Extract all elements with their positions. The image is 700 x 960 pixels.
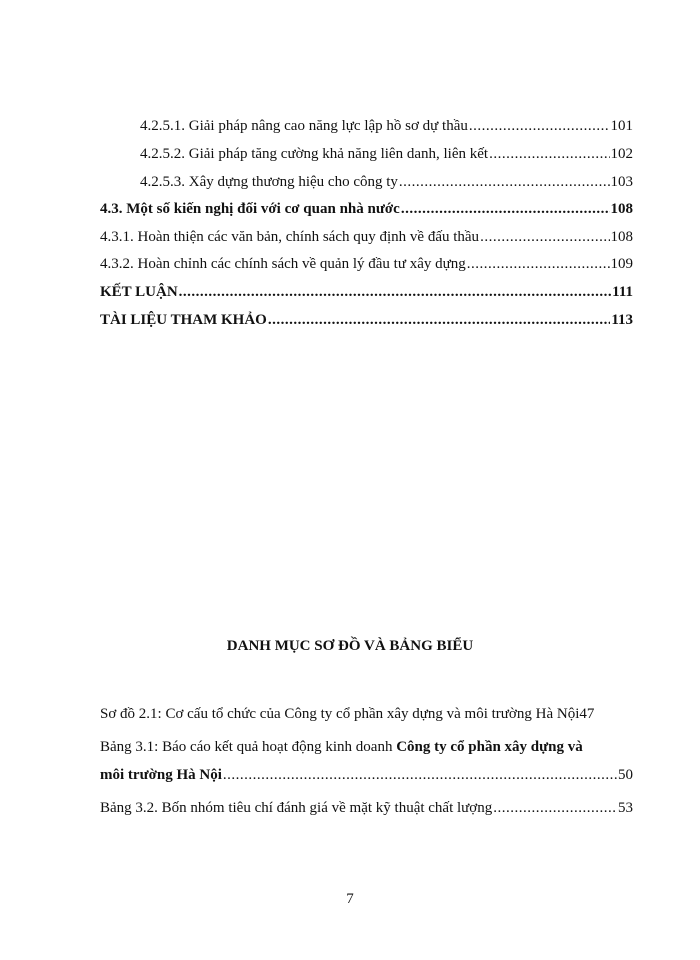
dot-leader [268, 310, 610, 330]
toc-page-number: 103 [610, 174, 633, 190]
dot-leader [467, 254, 610, 274]
toc-page-number: 108 [610, 201, 633, 217]
toc-entry-label: 4.2.5.1. Giải pháp nâng cao năng lực lập hồ sơ dự thầu [140, 118, 468, 134]
toc-page-number: 113 [611, 312, 633, 328]
toc-page-number: 102 [610, 146, 633, 162]
toc-entry-4-3-1[interactable] [100, 227, 633, 247]
dot-leader [489, 144, 609, 164]
toc-entry-label: TÀI LIỆU THAM KHẢO [100, 312, 267, 328]
dot-leader [179, 282, 611, 302]
dot-leader [480, 227, 609, 247]
table-entry-prefix: Bảng 3.1: Báo cáo kết quả hoạt động kinh doanh [100, 739, 397, 755]
toc-entry-label: 4.3.1. Hoàn thiện các văn bản, chính sách quy định về đấu thầu [100, 229, 480, 245]
toc-entry-label: 4.3. Một số kiến nghị đối với cơ quan nhà nước [100, 201, 400, 217]
table-entry-bang-3-1-line-2[interactable] [100, 765, 633, 785]
toc-entry-4-2-5-1[interactable] [140, 116, 633, 136]
toc-entry-label: 4.3.2. Hoàn chỉnh các chính sách về quản lý đầu tư xây dựng [100, 256, 466, 272]
toc-page-number: 108 [610, 229, 633, 245]
table-entry-bang-3-2[interactable] [100, 798, 633, 818]
table-page-number: 53 [618, 800, 633, 816]
dot-leader [493, 798, 617, 818]
toc-entry-ket-luan[interactable] [100, 282, 633, 302]
toc-entry-4-2-5-2[interactable] [140, 144, 633, 164]
table-page-number: 50 [618, 767, 633, 783]
toc-entry-label: KẾT LUẬN [100, 284, 178, 300]
dot-leader [401, 199, 610, 219]
page-number: 7 [346, 891, 354, 907]
dot-leader [469, 116, 610, 136]
toc-entry-4-3[interactable] [100, 199, 633, 219]
toc-page-number: 109 [610, 256, 633, 272]
toc-page-number: 111 [612, 284, 633, 300]
list-of-figures-heading: DANH MỤC SƠ ĐỒ VÀ BẢNG BIỂU [226, 638, 474, 654]
table-entry-label: Bảng 3.2. Bốn nhóm tiêu chí đánh giá về mặt kỹ thuật chất lượng [100, 800, 493, 816]
table-entry-bold-title: Công ty cổ phần xây dựng và [396, 739, 583, 755]
toc-entry-label: 4.2.5.3. Xây dựng thương hiệu cho công ty [140, 174, 398, 190]
dot-leader [399, 172, 610, 192]
dot-leader [223, 765, 617, 785]
table-entry-bold-title-cont: môi trường Hà Nội [100, 767, 222, 783]
toc-entry-label: 4.2.5.2. Giải pháp tăng cường khả năng liên danh, liên kết [140, 146, 489, 162]
toc-entry-4-2-5-3[interactable] [140, 172, 633, 192]
toc-page-number: 101 [610, 118, 633, 134]
toc-entry-tai-lieu-tham-khao[interactable] [100, 310, 633, 330]
table-entry-bang-3-1-line-1[interactable] [100, 737, 633, 757]
toc-entry-4-3-2[interactable] [100, 254, 633, 274]
figure-entry-so-do-2-1[interactable]: Sơ đồ 2.1: Cơ cấu tổ chức của Công ty cổ phần xây dựng và môi trường Hà Nội47 [100, 706, 595, 722]
